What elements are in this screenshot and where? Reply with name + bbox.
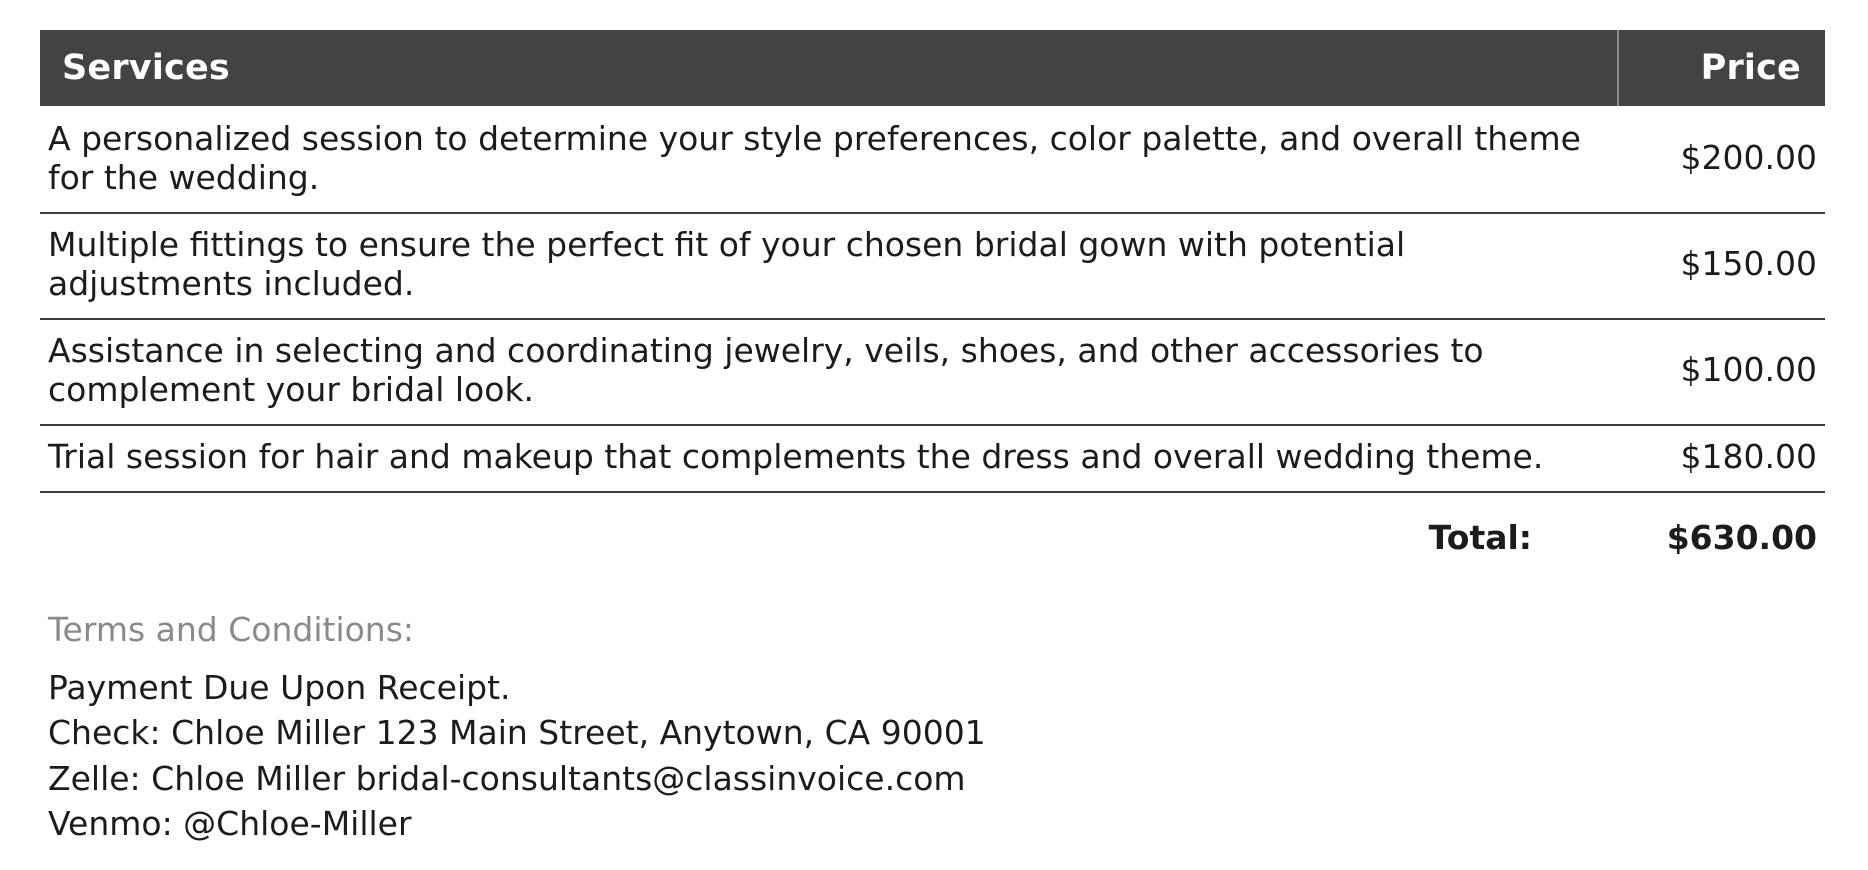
terms-line-zelle: Zelle: Chloe Miller bridal-consultants@classinvoice.com: [48, 758, 966, 798]
table-total-row: [40, 492, 1825, 572]
terms-line-venmo: Venmo: @Chloe-Miller: [48, 804, 412, 844]
services-price-table: [40, 30, 1825, 572]
terms-title: Terms and Conditions:: [48, 609, 415, 649]
service-price: $150.00: [1618, 213, 1825, 319]
terms-line-check: Check: Chloe Miller 123 Main Street, Anytown, CA 90001: [48, 713, 986, 753]
service-price: $180.00: [1618, 425, 1825, 492]
total-value: $630.00: [1666, 517, 1817, 557]
table-header: [40, 30, 1825, 106]
table-row: [40, 213, 1825, 319]
service-description: Assistance in selecting and coordinating jewelry, veils, shoes, and other accessories to complement your bridal look.: [40, 319, 1618, 425]
service-price: $200.00: [1618, 106, 1825, 213]
table-row: [40, 319, 1825, 425]
total-label: Total:: [1428, 517, 1532, 557]
service-description: A personalized session to determine your style preferences, color palette, and overall theme for the wedding.: [40, 106, 1618, 213]
table-header-row: [40, 30, 1825, 106]
service-description: Multiple fittings to ensure the perfect fit of your chosen bridal gown with potential adjustments included.: [40, 213, 1618, 319]
table-body: [40, 106, 1825, 572]
service-description: Trial session for hair and makeup that complements the dress and overall wedding theme.: [40, 425, 1618, 492]
column-header-price: Price: [1618, 30, 1825, 106]
service-price: $100.00: [1618, 319, 1825, 425]
table-row: [40, 425, 1825, 492]
table-row: [40, 106, 1825, 213]
column-header-services: Services: [40, 30, 1618, 106]
terms-line-payment: Payment Due Upon Receipt.: [48, 667, 511, 707]
terms-and-conditions-section: [40, 609, 1828, 844]
